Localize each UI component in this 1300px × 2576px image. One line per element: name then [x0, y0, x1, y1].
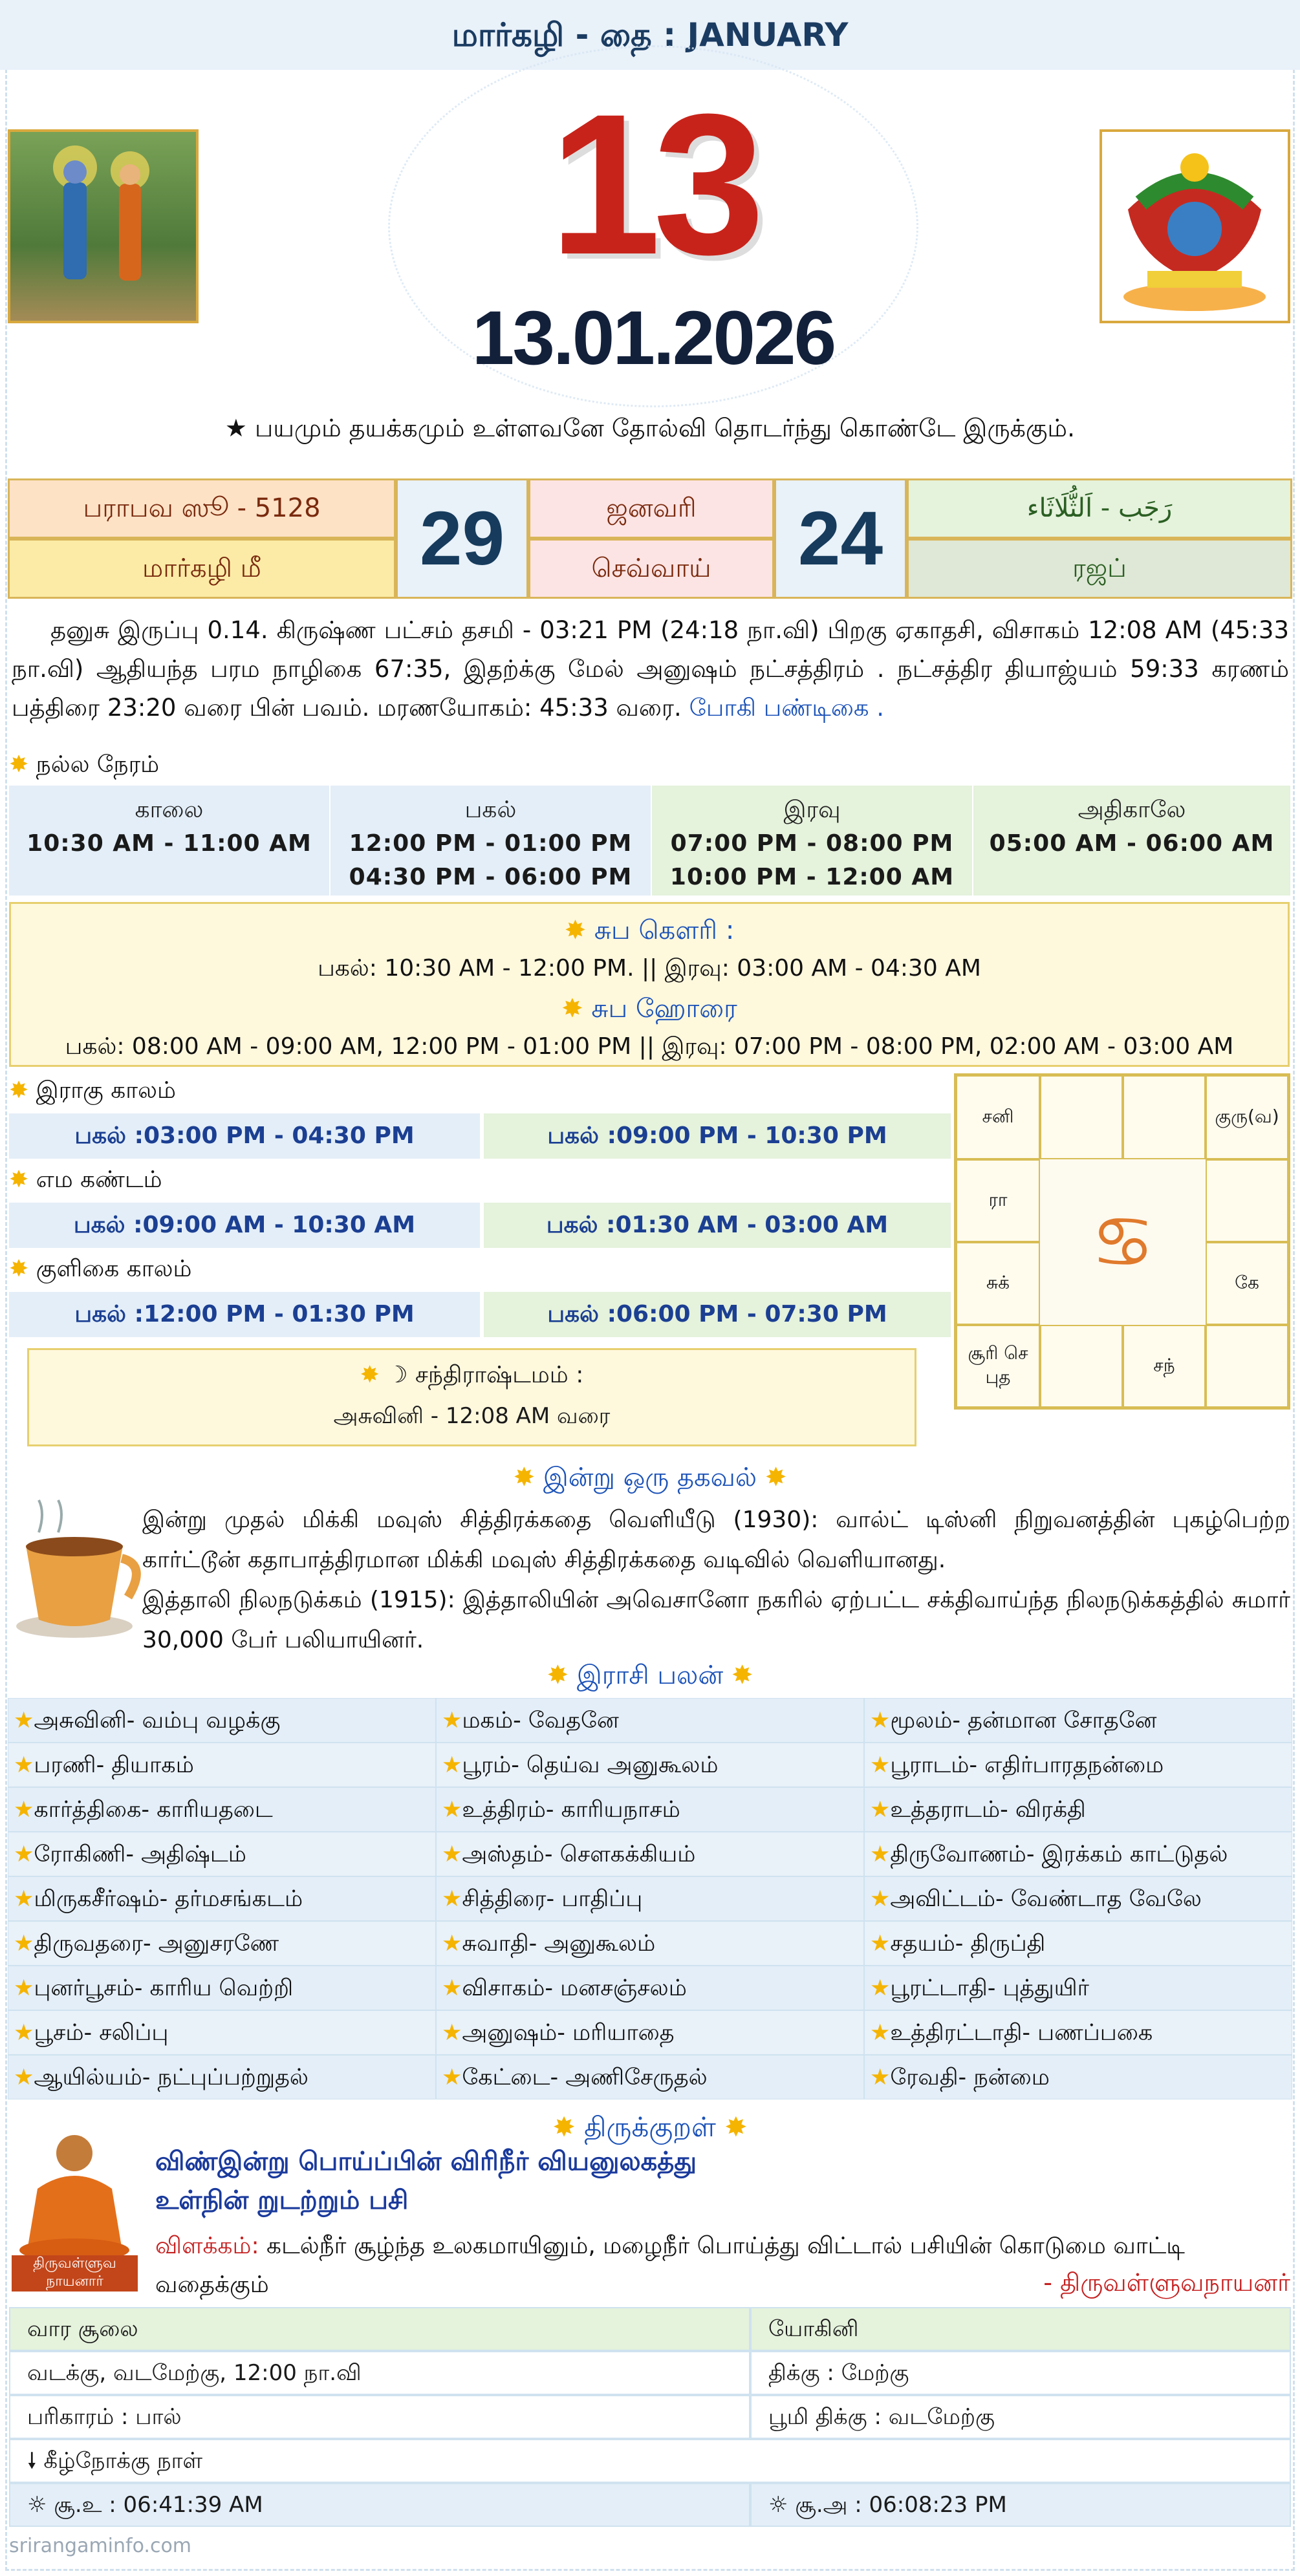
islamic-arabic-cell: [907, 478, 1292, 539]
festival-link[interactable]: போகி பண்டிகை .: [689, 694, 885, 722]
star-icon: ★: [442, 1708, 462, 1733]
star-icon: ✸: [731, 1660, 753, 1690]
coffee-cup-icon: [13, 1494, 142, 1642]
star-icon: ★: [14, 1841, 34, 1867]
star-icon: ★: [870, 2020, 891, 2046]
rasi-cell: [864, 1876, 1292, 1921]
star-icon: ★: [442, 2020, 462, 2046]
horai-title: [11, 994, 1288, 1027]
star-icon: ✸: [513, 1463, 536, 1492]
time-value: 05:00 AM - 06:00 AM: [989, 830, 1275, 857]
star-icon: ✸: [547, 1660, 569, 1690]
chart-cell: சுக்: [956, 1242, 1040, 1325]
kural-title: [0, 2111, 1300, 2147]
panchang-text: தனுசு இருப்பு 0.14. கிருஷ்ண பட்சம் தசமி - 03:21 PM (24:18 நா.வி) பிறகு ஏகாதசி, விசாகம் 12:08 AM (45:33 நா.வி) ஆதியந்த பரம நாழிகை 67:35, இதற்க்கு மேல் அனுஷம் நட்சத்திரம் . நட்சத்திர தியாஜ்யம் 59:33 கரணம் பத்திரை 23:20 வரை பின் பவம். மரணயோகம்: 45:33 வரை.: [12, 616, 1289, 722]
time-value: 07:00 PM - 08:00 PM: [670, 830, 954, 857]
chart-cell: [1040, 1075, 1123, 1159]
time-col-label: இரவு: [783, 797, 841, 823]
yogini-value: திக்கு : மேற்கு: [750, 2351, 1291, 2395]
rasi-text: திருவோணம்- இரக்கம் காட்டுதல்: [890, 1841, 1228, 1867]
tamil-year-cell: [8, 478, 396, 539]
islamic-day-cell: [774, 478, 907, 599]
rasi-title: [0, 1660, 1300, 1693]
chart-cell: [1040, 1325, 1123, 1408]
star-icon: ✸: [9, 1256, 29, 1282]
star-icon: ★: [14, 1708, 34, 1733]
rasi-text: உத்தராடம்- விரக்தி: [890, 1797, 1086, 1823]
time-value: 10:30 AM - 11:00 AM: [27, 830, 312, 857]
tamil-day: 29: [419, 496, 505, 581]
gowri-title: [11, 916, 1288, 949]
time-col-noon: [330, 786, 651, 896]
time-col-label: பகல்: [464, 797, 517, 823]
sunset-time: ☼ சூ.அ : 06:08:23 PM: [750, 2483, 1291, 2527]
kuligai-night: பகல் :06:00 PM - 07:30 PM: [484, 1292, 951, 1337]
rasi-cell: [436, 1832, 864, 1876]
bhoomi-direction: பூமி திக்கு : வடமேற்கு: [750, 2395, 1291, 2439]
islamic-arabic: رَجَب - اَلثُّلَاثَاء: [1026, 493, 1173, 523]
tamil-day-cell: [396, 478, 528, 599]
rasi-text: அவிட்டம்- வேண்டாத வேலே: [890, 1886, 1202, 1912]
rasi-text: மகம்- வேதனே: [462, 1708, 619, 1733]
star-icon: ★: [870, 1975, 891, 2001]
vara-soolai-header: வார சூலை: [9, 2307, 750, 2351]
vilakkam-text: கடல்நீர் சூழ்ந்த உலகமாயினும், மழைநீர் பொய்த்து விட்டால் பசியின் கொடுமை வாட்டி வதைக்கும்: [155, 2233, 1185, 2298]
rasi-cell: [8, 2010, 436, 2055]
info-title: [0, 1463, 1300, 1496]
rama-sita-image: [8, 129, 199, 323]
ema-night: பகல் :01:30 AM - 03:00 AM: [484, 1203, 951, 1248]
rasi-text: கேட்டை- அணிசேருதல்: [462, 2065, 708, 2090]
star-icon: ★: [14, 2065, 34, 2090]
star-icon: ★: [870, 1841, 891, 1867]
rasi-cell: [436, 1698, 864, 1743]
chart-cell: சூரி செ புத: [956, 1325, 1040, 1408]
rasi-cell: [864, 2055, 1292, 2099]
star-icon: ✸: [9, 1166, 29, 1193]
rasi-text: பூராடம்- எதிர்பாரதநன்மை: [890, 1752, 1164, 1778]
eng-month: ஜனவரி: [606, 493, 697, 523]
rasi-cell: [8, 2055, 436, 2099]
rasi-text: ஆயில்யம்- நட்புப்பற்றுதல்: [34, 2065, 309, 2090]
full-date: 13.01.2026: [471, 295, 835, 381]
time-col-dawn: [973, 786, 1290, 896]
rasi-text: விசாகம்- மனசஞ்சலம்: [462, 1975, 687, 2001]
info-paragraph: இன்று முதல் மிக்கி மவுஸ் சித்திரக்கதை வெளியீடு (1930): வால்ட் டிஸ்னி நிறுவனத்தின் புகழ்பெற்ற கார்ட்டூன் கதாபாத்திரமான மிக்கி மவுஸ் சித்திரக்கதை வடிவில் வெளியானது.: [142, 1507, 1291, 1573]
rasi-cell: [8, 1787, 436, 1832]
tamil-month: மார்கழி மீ: [142, 553, 261, 583]
rasi-cell: [436, 2010, 864, 2055]
star-icon: ★: [14, 1752, 34, 1778]
rasi-cell: [8, 1876, 436, 1921]
info-paragraph: இத்தாலி நிலநடுக்கம் (1915): இத்தாலியின் அவெசானோ நகரில் ஏற்பட்ட சக்திவாய்ந்த நிலநடுக்கத்தில் சுமார் 30,000 பேர் பலியாயினர்.: [142, 1587, 1290, 1653]
kural-line-2: உள்நின் றுடற்றும் பசி: [155, 2185, 409, 2215]
tamil-year: பராபவ ஸூ - 5128: [83, 493, 321, 523]
chart-cell: [1206, 1325, 1288, 1408]
time-col-label: காலை: [135, 797, 204, 823]
rasi-text: பூசம்- சலிப்பு: [34, 2020, 169, 2046]
rasi-cell: [864, 1966, 1292, 2010]
rahu-title: [9, 1077, 176, 1107]
islamic-month: ரஜப்: [1072, 553, 1127, 583]
rasi-cell: [436, 1787, 864, 1832]
rasi-text: சுவாதி- அனுகூலம்: [462, 1931, 656, 1957]
rasi-text: மூலம்- தன்மான சோதனே: [890, 1708, 1157, 1733]
chandrashtamam-box: [27, 1348, 916, 1446]
gowri-title-text: சுப கௌரி :: [594, 916, 735, 945]
chart-cell: ரா: [956, 1159, 1040, 1242]
horai-text: பகல்: 08:00 AM - 09:00 AM, 12:00 PM - 01:00 PM || இரவு: 07:00 PM - 08:00 PM, 02:00 AM - 03:00 AM: [65, 1033, 1234, 1060]
panchang-paragraph: [12, 611, 1289, 727]
daily-quote: ★ பயமும் தயக்கமும் உள்ளவனே தோல்வி தொடர்ந்து கொண்டே இருக்கும்.: [224, 414, 1076, 442]
islamic-day: 24: [797, 496, 883, 581]
star-icon: ★: [14, 1797, 34, 1823]
rasi-cell: [8, 1832, 436, 1876]
rasi-cell: [8, 1921, 436, 1966]
star-icon: ★: [870, 1931, 891, 1957]
rahu-day: பகல் :03:00 PM - 04:30 PM: [9, 1113, 480, 1159]
kural-title-text: திருக்குறள்: [584, 2111, 716, 2143]
rasi-cell: [864, 1832, 1292, 1876]
ema-day: பகல் :09:00 AM - 10:30 AM: [9, 1203, 480, 1248]
star-icon: ★: [14, 2020, 34, 2046]
rasi-text: உத்திரட்டாதி- பணப்பகை: [890, 2020, 1153, 2046]
rasi-text: அஸ்தம்- சௌகக்கியம்: [462, 1841, 696, 1867]
chart-cell: சந்: [1123, 1325, 1206, 1408]
time-value: 04:30 PM - 06:00 PM: [349, 864, 633, 890]
rasi-cell: [436, 1966, 864, 2010]
star-icon: ★: [870, 1752, 891, 1778]
star-icon: ✸: [724, 2111, 748, 2143]
star-icon: ★: [14, 1886, 34, 1912]
star-icon: ✸: [9, 1077, 29, 1104]
keezh-nokku-naal: 🠗 கீழ்நோக்கு நாள்: [9, 2439, 1291, 2483]
rasi-cell: [864, 1787, 1292, 1832]
star-icon: ✸: [552, 2111, 576, 2143]
rasi-cell: [864, 1743, 1292, 1787]
rasi-text: பூரம்- தெய்வ அனுகூலம்: [462, 1752, 719, 1778]
star-icon: ✸: [564, 916, 587, 945]
kalasam-image: [1100, 129, 1290, 323]
star-icon: ★: [442, 2065, 462, 2090]
cancer-sign-icon: ♋: [1040, 1159, 1206, 1325]
ema-label: எம கண்டம்: [36, 1166, 162, 1193]
star-icon: ✸: [764, 1463, 787, 1492]
chart-cell: கே: [1206, 1242, 1288, 1325]
gowri-text: பகல்: 10:30 AM - 12:00 PM. || இரவு: 03:00 AM - 04:30 AM: [318, 955, 981, 982]
rasi-cell: [436, 1876, 864, 1921]
rasi-text: உத்திரம்- காரியநாசம்: [462, 1797, 680, 1823]
star-icon: ★: [442, 1931, 462, 1957]
tamil-month-cell: [8, 539, 396, 599]
yogini-header: யோகினி: [750, 2307, 1291, 2351]
sunrise-time: ☼ சூ.உ : 06:41:39 AM: [9, 2483, 750, 2527]
rasi-text: பூரட்டாதி- புத்துயிர்: [890, 1975, 1089, 2001]
ema-title: [9, 1166, 162, 1196]
time-value: 10:00 PM - 12:00 AM: [669, 864, 955, 890]
star-icon: ★: [870, 2065, 891, 2090]
rasi-text: அசுவினி- வம்பு வழக்கு: [34, 1708, 281, 1733]
rasi-title-text: இராசி பலன்: [576, 1660, 724, 1690]
star-icon: ★: [14, 1931, 34, 1957]
kuligai-label: குளிகை காலம்: [36, 1256, 192, 1282]
rasi-cell: [864, 1698, 1292, 1743]
parigaram: பரிகாரம் : பால்: [9, 2395, 750, 2439]
rasi-cell: [436, 1743, 864, 1787]
chart-cell: குரு(வ): [1206, 1075, 1288, 1159]
kural-line-1: விண்இன்று பொய்ப்பின் விரிநீர் வியனுலகத்து: [155, 2147, 697, 2176]
time-col-morning: [9, 786, 329, 896]
info-title-text: இன்று ஒரு தகவல்: [543, 1463, 757, 1492]
star-icon: ★: [442, 1975, 462, 2001]
chart-cell: [1123, 1075, 1206, 1159]
chart-cell: [1206, 1159, 1288, 1242]
star-icon: ★: [442, 1797, 462, 1823]
rasi-cell: [436, 1921, 864, 1966]
info-text: [142, 1500, 1290, 1660]
star-icon: ★: [870, 1797, 891, 1823]
weekday: செவ்வாய்: [591, 553, 711, 583]
nalla-neram-title: [9, 751, 159, 781]
rasi-text: புனர்பூசம்- காரிய வெற்றி: [34, 1975, 294, 2001]
rasi-cell: [436, 2055, 864, 2099]
rasi-text: திருவதரை- அனுசரணே: [34, 1931, 279, 1957]
rasi-grid: [8, 1698, 1292, 2099]
weekday-cell: [528, 539, 774, 599]
time-col-label: அதிகாலே: [1078, 797, 1186, 823]
time-value: 12:00 PM - 01:00 PM: [349, 830, 633, 857]
rasi-cell: [864, 2010, 1292, 2055]
rasi-text: கார்த்திகை- காரியதடை: [34, 1797, 273, 1823]
rasi-chart: [954, 1073, 1290, 1410]
rasi-text: சதயம்- திருப்தி: [890, 1931, 1046, 1957]
rasi-cell: [864, 1921, 1292, 1966]
chandrashtamam-text: அசுவினி - 12:08 AM வரை: [333, 1403, 611, 1429]
vilakkam-label: விளக்கம்:: [155, 2233, 259, 2259]
rasi-text: ரேவதி- நன்மை: [890, 2065, 1050, 2090]
rasi-text: பரணி- தியாகம்: [34, 1752, 194, 1778]
sage-caption: திருவள்ளுவ நாயனார்: [12, 2255, 138, 2292]
rahu-label: இராகு காலம்: [36, 1077, 176, 1104]
site-footer[interactable]: srirangaminfo.com: [9, 2535, 192, 2557]
rasi-cell: [8, 1743, 436, 1787]
month-header: மார்கழி - தை : JANUARY: [0, 0, 1300, 70]
horai-title-text: சுப ஹோரை: [591, 994, 737, 1024]
rasi-text: ரோகிணி- அதிஷ்டம்: [34, 1841, 246, 1867]
star-icon: ★: [870, 1708, 891, 1733]
islamic-month-cell: [907, 539, 1292, 599]
rasi-text: சித்திரை- பாதிப்பு: [462, 1886, 643, 1912]
time-col-night: [652, 786, 972, 896]
day-number: 13: [549, 72, 757, 296]
star-icon: ★: [442, 1841, 462, 1867]
star-icon: ★: [14, 1975, 34, 2001]
chandrashtamam-title: [29, 1362, 915, 1391]
kuligai-title: [9, 1256, 191, 1285]
rasi-text: அனுஷம்- மரியாதை: [462, 2020, 675, 2046]
star-icon: ✸: [9, 751, 29, 778]
star-icon: ✸: [561, 994, 583, 1024]
soolai-direction: வடக்கு, வடமேற்கு, 12:00 நா.வி: [9, 2351, 750, 2395]
rahu-night: பகல் :09:00 PM - 10:30 PM: [484, 1113, 951, 1159]
rasi-cell: [8, 1698, 436, 1743]
rasi-cell: [8, 1966, 436, 2010]
chandrashtamam-label: ☽ சந்திராஷ்டமம் :: [387, 1362, 584, 1388]
rasi-text: மிருகசீர்ஷம்- தர்மசங்கடம்: [34, 1886, 303, 1912]
chart-cell: சனி: [956, 1075, 1040, 1159]
subha-box: [9, 902, 1290, 1067]
star-icon: ★: [442, 1886, 462, 1912]
kuligai-day: பகல் :12:00 PM - 01:30 PM: [9, 1292, 480, 1337]
star-icon: ★: [870, 1886, 891, 1912]
star-icon: ✸: [360, 1362, 380, 1388]
kural-author: - திருவள்ளுவநாயனர்: [1043, 2268, 1290, 2297]
eng-month-cell: [528, 478, 774, 539]
star-icon: ★: [442, 1752, 462, 1778]
nalla-neram-label: நல்ல நேரம்: [36, 751, 160, 778]
thiruvalluvar-image: [12, 2127, 138, 2290]
